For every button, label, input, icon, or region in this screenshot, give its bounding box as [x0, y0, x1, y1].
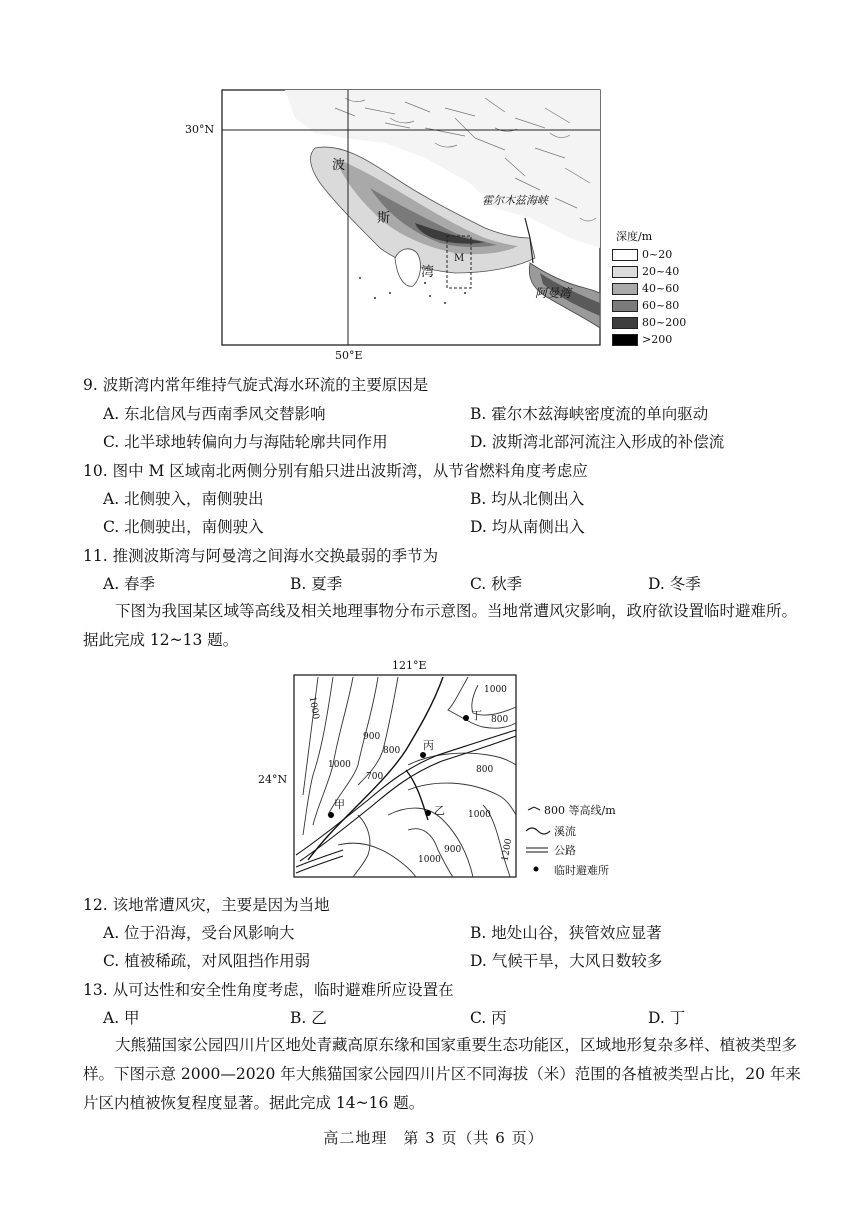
q12-option-d: D. 气候干旱，大风日数较多: [470, 952, 663, 970]
q11-option-b: B. 夏季: [290, 575, 343, 593]
place-jia: 甲: [334, 798, 345, 811]
legend-item-0-20: 0~20: [612, 248, 672, 261]
lat-label-30n: 30°N: [185, 123, 215, 136]
legend-shelter-symbol: [534, 867, 539, 872]
legend-road-label: 公路: [554, 844, 576, 857]
q9-option-a: A. 东北信风与西南季风交替影响: [103, 405, 326, 423]
contour-label: 1200: [500, 837, 515, 863]
legend-item-80-200: 80~200: [612, 316, 686, 329]
legend-contour-symbol: [528, 807, 540, 810]
q11-stem: 11. 推测波斯湾与阿曼湾之间海水交换最弱的季节为: [83, 547, 439, 565]
legend-swatch: [612, 283, 638, 295]
q10-option-c: C. 北侧驶出，南侧驶入: [103, 518, 264, 536]
q10-option-b: B. 均从北侧出入: [470, 490, 585, 508]
legend-swatch: [612, 266, 638, 278]
legend-swatch: [612, 249, 638, 261]
legend-stream-label: 溪流: [554, 825, 576, 838]
lon-label-50e: 50°E: [335, 349, 363, 362]
q11-option-a: A. 春季: [103, 575, 156, 593]
place-yi: 乙: [434, 804, 445, 817]
legend-contour-label: 800 等高线/m: [544, 804, 616, 817]
legend-shelter-label: 临时避难所: [554, 864, 609, 877]
label-bo: 波: [332, 158, 346, 173]
intro-q12-13: 下图为我国某区域等高线及相关地理事物分布示意图。当地常遭风灾影响，政府欲设置临时避难所。据此完成 12~13 题。: [83, 602, 798, 649]
map2-frame: [294, 675, 516, 877]
shelter-ding-dot: [463, 715, 469, 721]
legend-item-40-60: 40~60: [612, 282, 679, 295]
depth-legend-title: 深度/m: [616, 230, 653, 243]
legend-swatch: [612, 334, 638, 346]
q12-option-b: B. 地处山谷，狭管效应显著: [470, 924, 662, 942]
q9-option-c: C. 北半球地转偏向力与海陆轮廓共同作用: [103, 433, 388, 451]
q13-option-b: B. 乙: [290, 1009, 327, 1027]
shelter-jia-dot: [328, 812, 334, 818]
legend-item-gt200: >200: [612, 333, 672, 346]
label-hormuz: 霍尔木兹海峡: [482, 194, 548, 207]
contour-label: 800: [491, 715, 509, 725]
q9-stem: 9. 波斯湾内常年维持气旋式海水环流的主要原因是: [83, 376, 429, 394]
contour-label: 900: [444, 845, 462, 855]
contour-label: 1000: [468, 810, 491, 820]
q12-option-a: A. 位于沿海，受台风影响大: [103, 924, 295, 942]
label-gulf-oman: 阿曼湾: [535, 286, 572, 300]
lon-label-121e: 121°E: [392, 659, 427, 672]
place-bing: 丙: [423, 739, 434, 752]
contour-label: 800: [476, 765, 494, 775]
legend-item-20-40: 20~40: [612, 265, 679, 278]
lat-label-24n: 24°N: [258, 773, 288, 786]
contour-label: 1000: [306, 695, 321, 721]
q10-option-a: A. 北侧驶入，南侧驶出: [103, 490, 264, 508]
label-si: 斯: [377, 211, 391, 226]
intro-q14-16: 大熊猫国家公园四川片区地处青藏高原东缘和国家重要生态功能区，区域地形复杂多样、植被类型多样。下图示意 2000—2020 年大熊猫国家公园四川片区不同海拔（米）范围的各植被类型占比，20 年来片区内植被恢复程度显著。据此完成 14~16 题。: [83, 1036, 801, 1112]
q10-stem: 10. 图中 M 区域南北两侧分别有船只进出波斯湾，从节省燃料角度考虑应: [83, 462, 588, 480]
q10-option-d: D. 均从南侧出入: [470, 518, 585, 536]
legend-item-60-80: 60~80: [612, 299, 679, 312]
q11-option-c: C. 秋季: [470, 575, 523, 593]
contour-map: [258, 655, 658, 885]
q13-option-a: A. 甲: [103, 1009, 140, 1027]
q13-stem: 13. 从可达性和安全性角度考虑，临时避难所应设置在: [83, 981, 454, 999]
legend-swatch: [612, 317, 638, 329]
q13-option-d: D. 丁: [648, 1009, 686, 1027]
place-ding: 丁: [471, 709, 482, 722]
legend-swatch: [612, 300, 638, 312]
label-m: M: [454, 253, 465, 264]
legend-stream-symbol: [526, 828, 550, 834]
contour-label: 1000: [484, 685, 507, 695]
q13-option-c: C. 丙: [470, 1009, 507, 1027]
contour-label: 800: [383, 746, 401, 756]
label-wan: 湾: [421, 265, 435, 280]
contour-label: 1000: [328, 760, 351, 770]
q12-option-c: C. 植被稀疏，对风阻挡作用弱: [103, 952, 311, 970]
q12-stem: 12. 该地常遭风灾，主要是因为当地: [83, 896, 330, 914]
q11-option-d: D. 冬季: [648, 575, 701, 593]
contour-label: 1000: [418, 855, 441, 865]
contour-label: 700: [366, 772, 384, 782]
q9-option-d: D. 波斯湾北部河流注入形成的补偿流: [470, 433, 725, 451]
q9-option-b: B. 霍尔木兹海峡密度流的单向驱动: [470, 405, 709, 423]
page-footer: 高二地理 第 3 页（共 6 页）: [323, 1129, 544, 1147]
shelter-yi-dot: [425, 810, 431, 816]
contour-label: 900: [363, 732, 381, 742]
